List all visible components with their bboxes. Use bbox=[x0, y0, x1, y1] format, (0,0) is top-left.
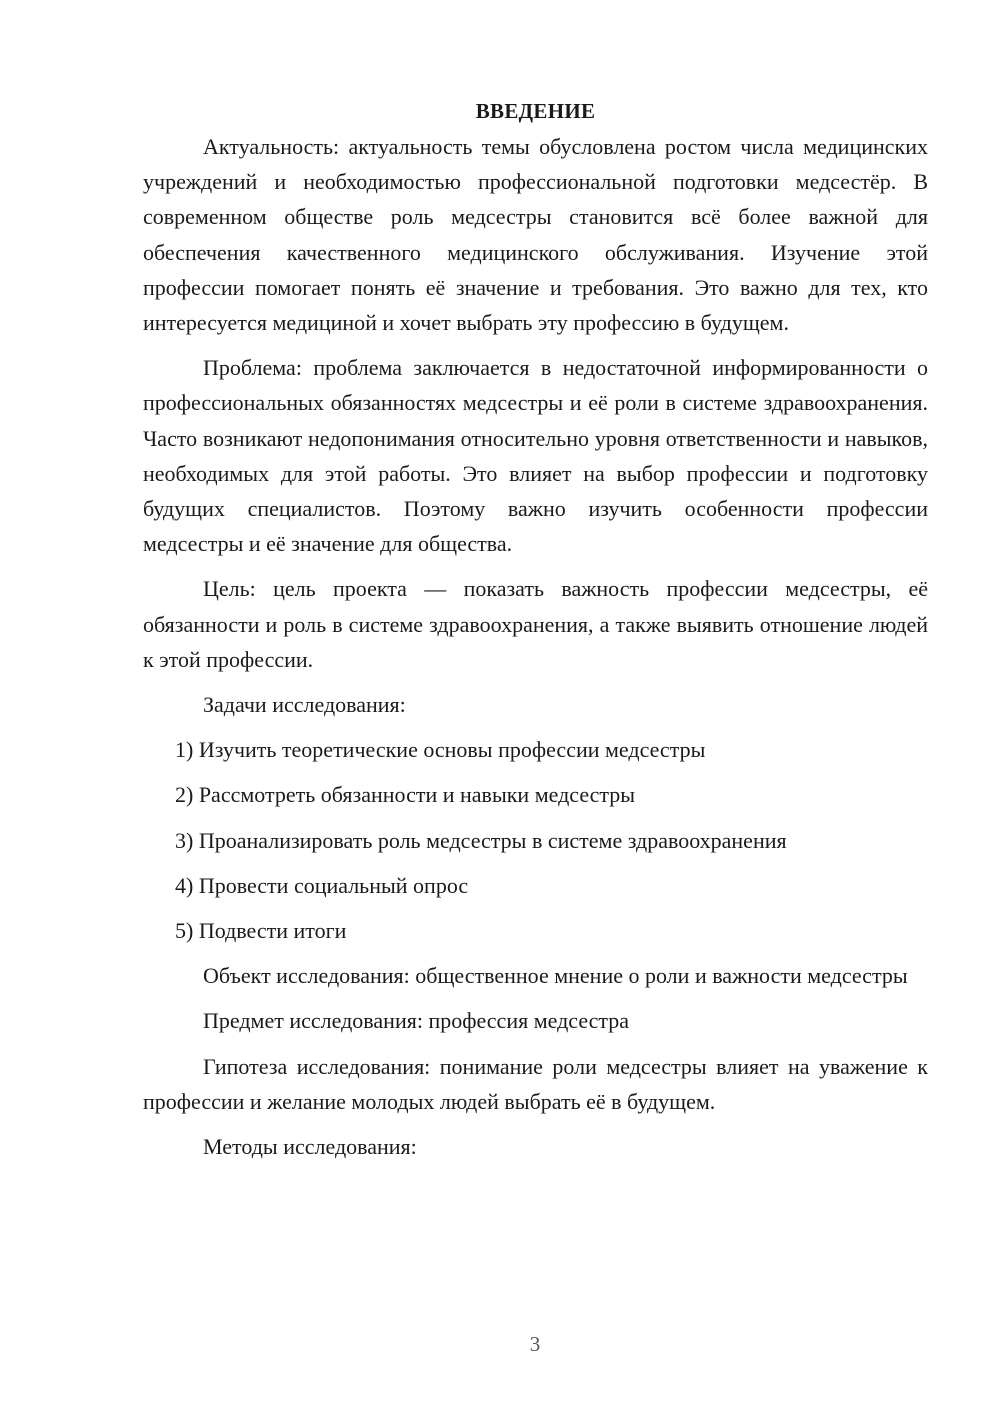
problem-paragraph: Проблема: проблема заключается в недостаточной информированности о профессиональных обязанностях медсестры и её роли в системе здравоохранения. Часто возникают недопонимания относительно уровня ответственности и навыков, необходимых для этой работы. Это влияет на выбор профессии и подготовку будущих специалистов. Поэтому важно изучить особенности профессии медсестры и её значение для общества. bbox=[143, 355, 928, 557]
methods-heading: Методы исследования: bbox=[203, 1134, 417, 1160]
task-item-5: 5) Подвести итоги bbox=[175, 918, 347, 944]
task-item-1: 1) Изучить теоретические основы профессии медсестры bbox=[175, 737, 706, 763]
task-item-4: 4) Провести социальный опрос bbox=[175, 872, 469, 898]
object-paragraph: Объект исследования: общественное мнение о роли и важности медсестры bbox=[203, 963, 908, 989]
relevance-paragraph: Актуальность: актуальность темы обусловлена ростом числа медицинских учреждений и необходимостью профессиональной подготовки медсестёр. В современном обществе роль медсестры становится всё более важной для обеспечения качественного медицинского обслуживания. Изучение этой профессии помогает понять её значение и требования. Это важно для тех, кто интересуется медициной и хочет выбрать эту профессию в будущем. bbox=[143, 134, 928, 336]
tasks-list bbox=[143, 732, 928, 948]
goal-paragraph: Цель: цель проекта — показать важность профессии медсестры, её обязанности и роль в системе здравоохранения, а также выявить отношение людей к этой профессии. bbox=[143, 576, 928, 672]
document-title: ВВЕДЕНИЕ bbox=[475, 99, 596, 123]
tasks-heading: Задачи исследования: bbox=[203, 692, 406, 718]
document-page bbox=[143, 94, 928, 1174]
task-item-3: 3) Проанализировать роль медсестры в системе здравоохранения bbox=[175, 827, 787, 853]
hypothesis-paragraph: Гипотеза исследования: понимание роли медсестры влияет на уважение к профессии и желание молодых людей выбрать её в будущем. bbox=[143, 1053, 928, 1114]
subject-paragraph: Предмет исследования: профессия медсестра bbox=[203, 1008, 630, 1034]
page-number: 3 bbox=[529, 1332, 541, 1356]
task-item-2: 2) Рассмотреть обязанности и навыки медсестры bbox=[175, 782, 636, 808]
